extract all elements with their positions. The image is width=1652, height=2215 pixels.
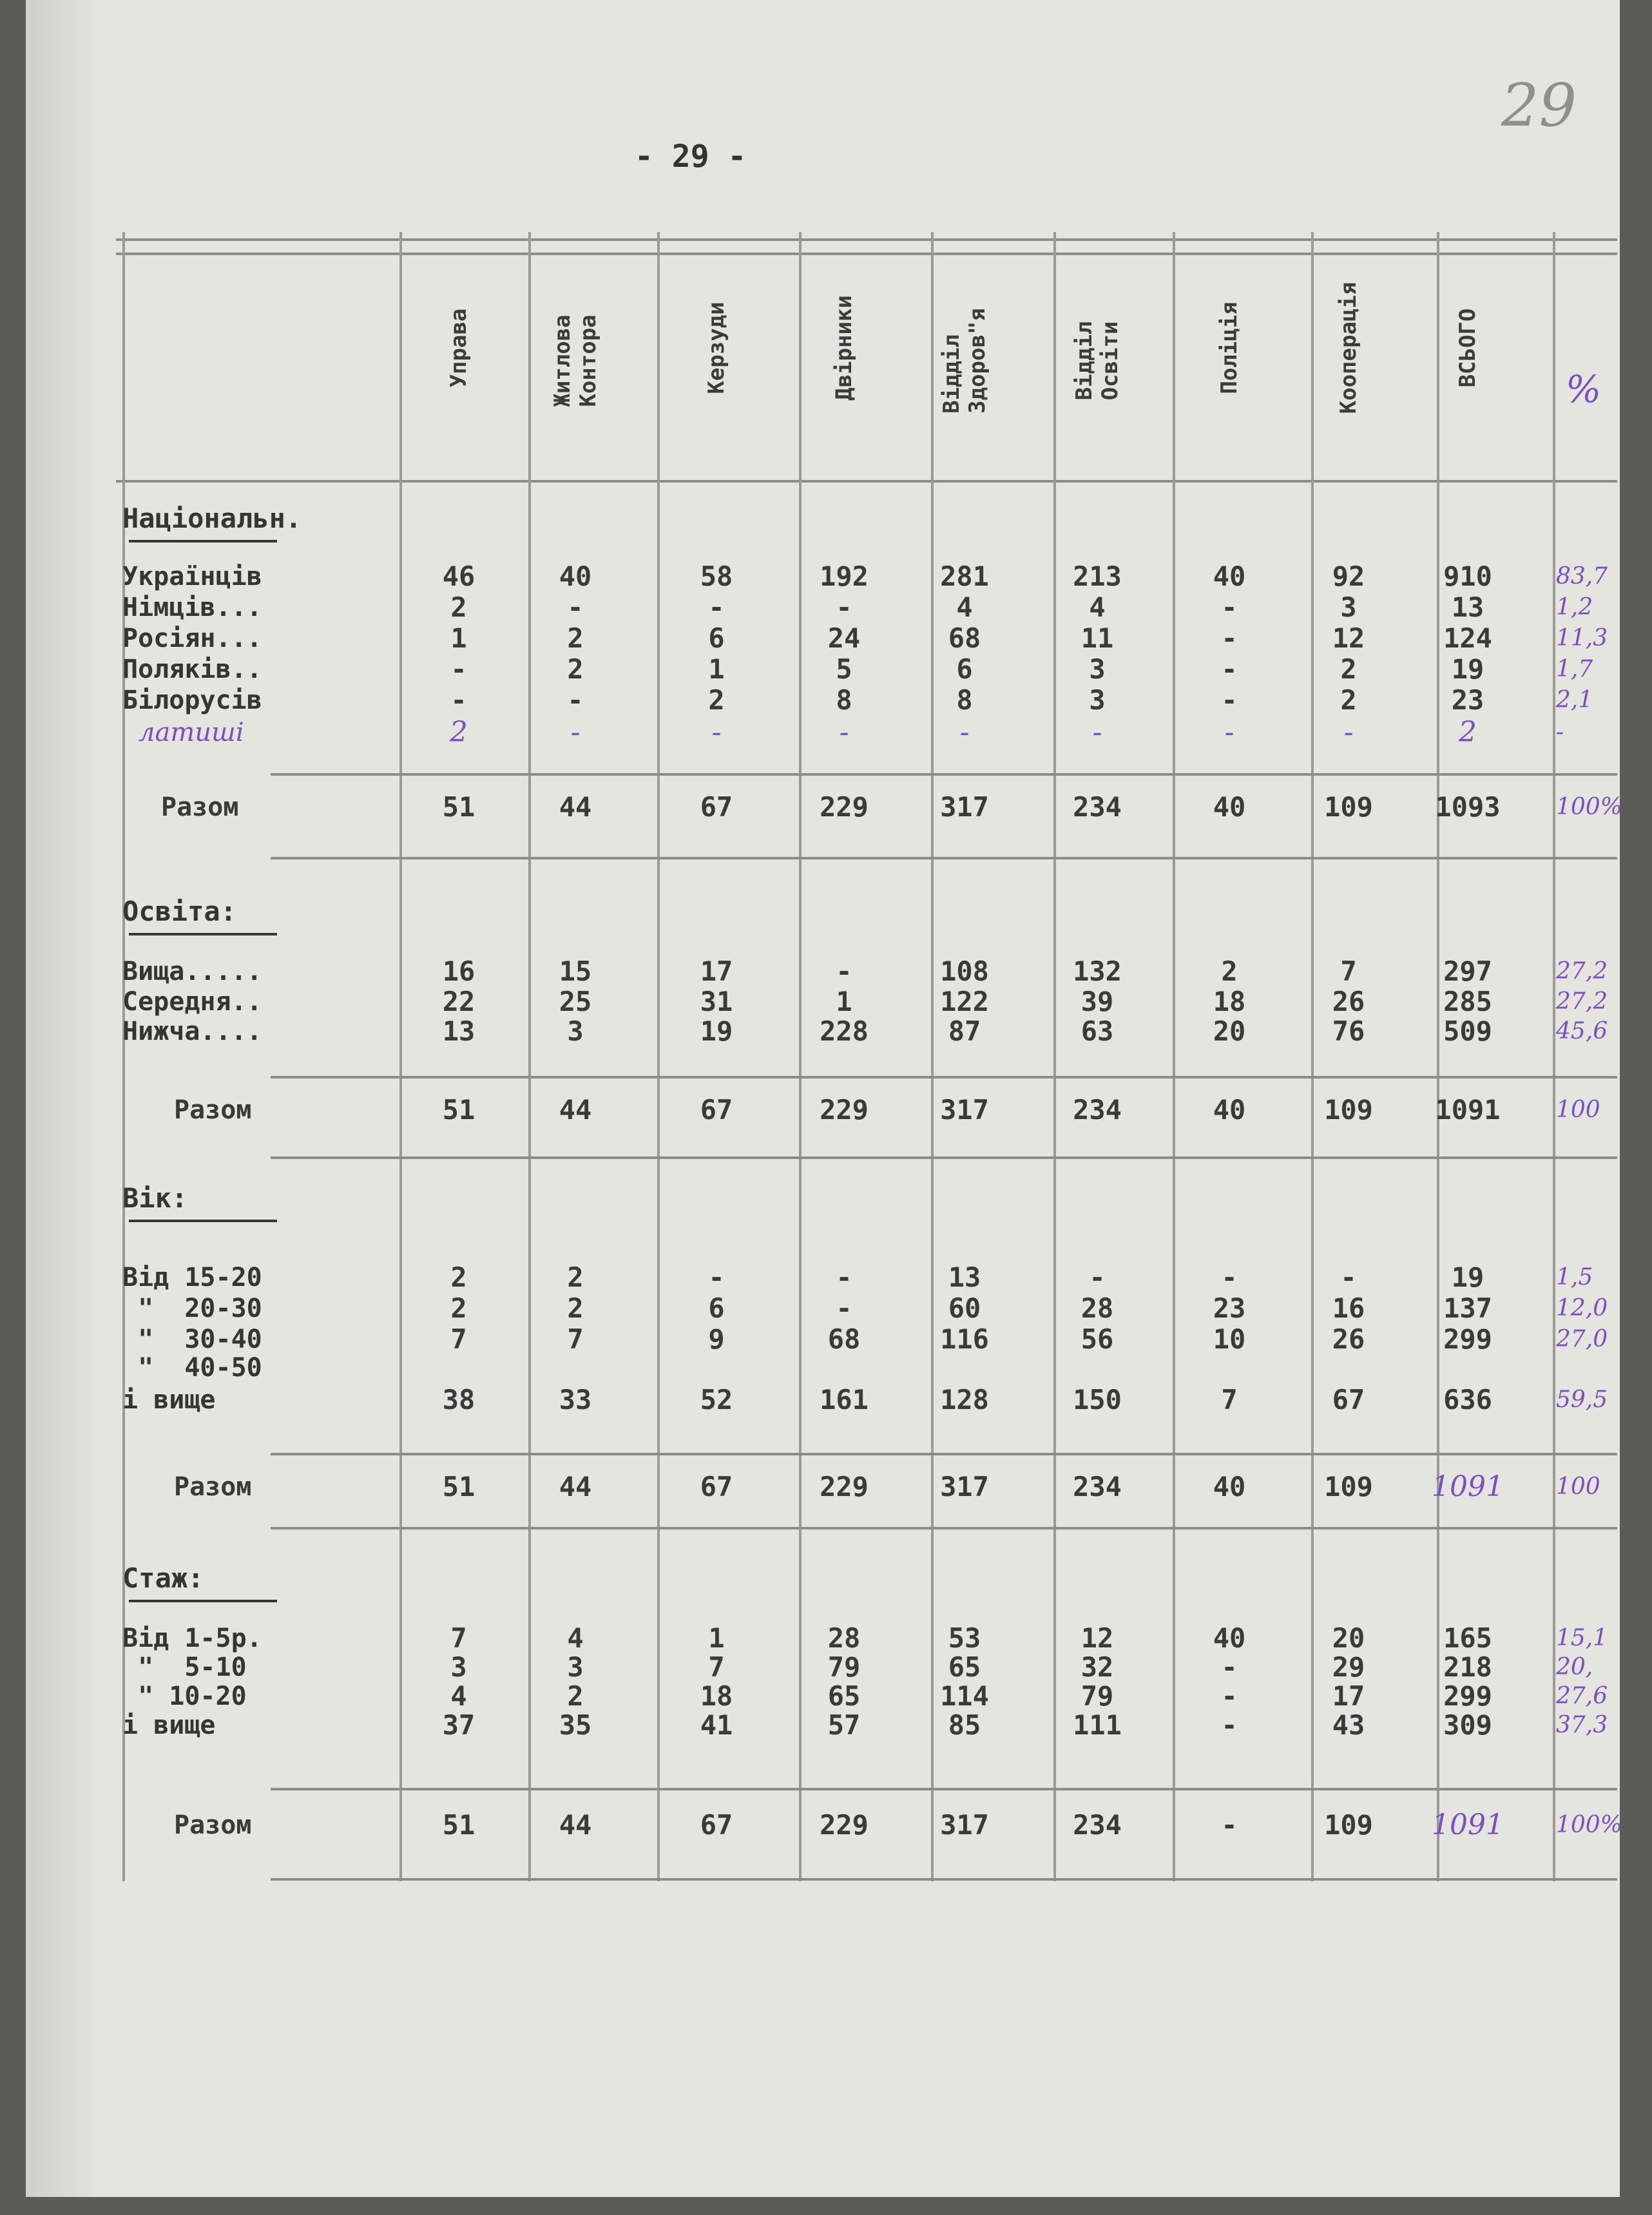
table-cell: 2 — [1340, 653, 1357, 685]
table-cell: 6 — [708, 1292, 725, 1324]
table-cell: 7 — [450, 1323, 467, 1355]
table-cell: 2 — [450, 716, 468, 749]
total-cell: 229 — [820, 1471, 869, 1502]
column-header-5: Відділ Здоров"я — [939, 308, 990, 414]
total-cell: 1091 — [1432, 1470, 1504, 1503]
table-cell: 2 — [567, 1292, 584, 1324]
table-cell: 40 — [1213, 561, 1246, 592]
table-cell: 111 — [1073, 1709, 1122, 1741]
table-cell: 65 — [948, 1651, 981, 1683]
table-cell: 40 — [559, 561, 592, 592]
table-cell: - — [836, 955, 852, 987]
row-label: " 40-50 — [122, 1353, 262, 1383]
row-label: " 20-30 — [122, 1294, 262, 1323]
section-total-label: Разом — [174, 1810, 252, 1840]
header-bottom-rule — [116, 480, 1617, 483]
table-cell: 2 — [567, 1261, 584, 1293]
total-cell: 229 — [820, 1094, 869, 1126]
table-cell: 17 — [700, 955, 733, 987]
table-cell: 228 — [820, 1015, 869, 1047]
table-cell: 26 — [1332, 1323, 1365, 1355]
total-cell: 109 — [1324, 1094, 1373, 1126]
table-cell: 3 — [450, 1651, 467, 1683]
table-cell: - — [567, 684, 584, 716]
percent-value: 59,5 — [1556, 1386, 1608, 1413]
section-total-label: Разом — [174, 1095, 252, 1125]
table-cell: 2 — [1221, 955, 1238, 987]
percent-value: 45,6 — [1556, 1018, 1608, 1044]
table-cell: - — [1340, 1261, 1357, 1293]
section-rule-bottom — [271, 1878, 1617, 1881]
table-cell: - — [836, 1292, 852, 1324]
table-cell: 20 — [1332, 1622, 1365, 1654]
total-cell: 234 — [1073, 1809, 1122, 1841]
table-cell: 128 — [940, 1384, 989, 1415]
table-cell: 1 — [708, 653, 725, 685]
table-cell: - — [708, 591, 725, 623]
table-cell: - — [836, 1261, 852, 1293]
table-cell: 3 — [1089, 653, 1106, 685]
table-cell: 67 — [1332, 1384, 1365, 1415]
table-cell: 16 — [1332, 1292, 1365, 1324]
table-cell: 1 — [450, 622, 467, 654]
total-cell: 51 — [442, 791, 475, 823]
percent-value: 20, — [1556, 1654, 1593, 1680]
table-cell: 79 — [827, 1651, 861, 1683]
total-cell: 44 — [559, 1094, 592, 1126]
table-cell: 38 — [442, 1384, 475, 1415]
total-cell: 51 — [442, 1471, 475, 1502]
percent-value: 27,2 — [1556, 988, 1608, 1015]
table-cell: 19 — [700, 1015, 733, 1047]
section-title-3: Вік: — [122, 1182, 188, 1214]
row-label: Середня.. — [122, 987, 262, 1017]
table-cell: 2 — [708, 684, 725, 716]
percent-value: 1,2 — [1556, 594, 1593, 620]
table-cell: 910 — [1443, 561, 1492, 592]
table-cell: 52 — [700, 1384, 733, 1415]
table-cell: 17 — [1332, 1680, 1365, 1712]
table-cell: - — [450, 684, 467, 716]
table-cell: 16 — [442, 955, 475, 987]
column-divider — [1311, 232, 1314, 1881]
total-cell: 229 — [820, 1809, 869, 1841]
column-divider — [657, 232, 660, 1881]
table-cell: 8 — [836, 684, 852, 716]
table-cell: 29 — [1332, 1651, 1365, 1683]
percent-value: 2,1 — [1556, 687, 1593, 713]
table-cell: 9 — [708, 1323, 725, 1355]
total-cell: 51 — [442, 1094, 475, 1126]
table-cell: - — [1221, 1709, 1238, 1741]
table-cell: 68 — [827, 1323, 861, 1355]
table-cell: 2 — [567, 653, 584, 685]
total-cell: 234 — [1073, 1471, 1122, 1502]
table-cell: 150 — [1073, 1384, 1122, 1415]
table-cell: 137 — [1443, 1292, 1492, 1324]
table-cell: - — [570, 716, 581, 749]
table-cell: - — [1221, 684, 1238, 716]
table-cell: 18 — [700, 1680, 733, 1712]
total-cell: 234 — [1073, 1094, 1122, 1126]
table-cell: 285 — [1443, 986, 1492, 1017]
total-cell: 67 — [700, 791, 733, 823]
table-cell: 31 — [700, 986, 733, 1017]
table-cell: 76 — [1332, 1015, 1365, 1047]
total-cell: 67 — [700, 1094, 733, 1126]
table-cell: 2 — [1459, 716, 1477, 749]
row-label: латиші — [139, 718, 244, 747]
column-divider — [1437, 232, 1439, 1881]
total-cell: 1091 — [1432, 1808, 1504, 1841]
column-divider — [1553, 232, 1555, 1881]
table-cell: - — [450, 653, 467, 685]
total-percent: 100 — [1556, 1473, 1600, 1500]
section-rule-top — [271, 1788, 1617, 1790]
table-cell: 11 — [1081, 622, 1114, 654]
row-label: Нижча.... — [122, 1017, 262, 1046]
table-cell: 3 — [1089, 684, 1106, 716]
total-cell: 51 — [442, 1809, 475, 1841]
table-cell: 2 — [1340, 684, 1357, 716]
percent-value: 1,7 — [1556, 656, 1593, 682]
table-cell: 7 — [1340, 955, 1357, 987]
page-binding-shadow — [26, 0, 103, 2197]
table-cell: 4 — [956, 591, 973, 623]
table-cell: 53 — [948, 1622, 981, 1654]
row-label: і вище — [122, 1385, 216, 1415]
table-cell: - — [836, 591, 852, 623]
table-cell: 213 — [1073, 561, 1122, 592]
table-cell: 58 — [700, 561, 733, 592]
table-cell: 22 — [442, 986, 475, 1017]
table-cell: 37 — [442, 1709, 475, 1741]
total-percent: 100% — [1556, 1812, 1622, 1838]
percent-value: 37,3 — [1556, 1712, 1608, 1738]
total-cell: 40 — [1213, 1094, 1246, 1126]
table-cell: 3 — [1340, 591, 1357, 623]
table-cell: 20 — [1213, 1015, 1246, 1047]
table-cell: 636 — [1443, 1384, 1492, 1415]
total-cell: 1091 — [1435, 1094, 1501, 1126]
section-title-2: Освіта: — [122, 896, 237, 927]
table-cell: 18 — [1213, 986, 1246, 1017]
percent-value: 15,1 — [1556, 1625, 1608, 1651]
total-cell: 40 — [1213, 1471, 1246, 1502]
total-cell: 44 — [559, 1809, 592, 1841]
section-title-4: Стаж: — [122, 1562, 204, 1594]
table-cell: 24 — [827, 622, 861, 654]
table-cell: - — [959, 716, 970, 749]
table-cell: - — [1221, 591, 1238, 623]
table-cell: - — [1221, 1261, 1238, 1293]
table-cell: 4 — [450, 1680, 467, 1712]
percent-value: 27,0 — [1556, 1326, 1608, 1352]
total-cell: 44 — [559, 1471, 592, 1502]
table-cell: 281 — [940, 561, 989, 592]
table-cell: 3 — [567, 1651, 584, 1683]
table-cell: 28 — [827, 1622, 861, 1654]
table-cell: - — [1343, 716, 1354, 749]
total-cell: 234 — [1073, 791, 1122, 823]
table-cell: 15 — [559, 955, 592, 987]
total-cell: 317 — [940, 791, 989, 823]
total-cell: 40 — [1213, 791, 1246, 823]
column-divider — [1053, 232, 1056, 1881]
column-header-9: ВСЬОГО — [1455, 308, 1481, 388]
table-cell: 116 — [940, 1323, 989, 1355]
column-header-4: Двірники — [831, 295, 857, 401]
column-header-2: Житлова Контора — [550, 314, 601, 407]
row-label: Поляків.. — [122, 655, 262, 684]
table-cell: - — [1089, 1261, 1106, 1293]
table-cell: 12 — [1332, 622, 1365, 654]
table-cell: 7 — [567, 1323, 584, 1355]
table-top-rule-2 — [116, 253, 1617, 255]
section-rule-top — [271, 1076, 1617, 1079]
row-label: Німців... — [122, 593, 262, 622]
table-cell: - — [711, 716, 722, 749]
table-cell: - — [567, 591, 584, 623]
table-cell: 13 — [442, 1015, 475, 1047]
table-cell: - — [1224, 716, 1234, 749]
column-header-3: Керзуди — [704, 302, 729, 394]
table-cell: - — [1092, 716, 1102, 749]
table-cell: 19 — [1451, 1261, 1484, 1293]
table-cell: 41 — [700, 1709, 733, 1741]
table-cell: 2 — [450, 591, 467, 623]
total-percent: 100% — [1556, 794, 1622, 820]
percent-value: 27,2 — [1556, 958, 1608, 984]
table-cell: 132 — [1073, 955, 1122, 987]
row-label: Білорусів — [122, 686, 262, 715]
total-cell: 317 — [940, 1809, 989, 1841]
table-cell: 6 — [956, 653, 973, 685]
section-rule-top — [271, 773, 1617, 776]
percent-value: 83,7 — [1556, 563, 1608, 590]
column-header-1: Управа — [446, 308, 472, 388]
table-cell: - — [708, 1261, 725, 1293]
total-cell: 109 — [1324, 791, 1373, 823]
table-cell: 13 — [948, 1261, 981, 1293]
column-divider — [399, 232, 402, 1881]
table-cell: 1 — [836, 986, 852, 1017]
total-cell: 67 — [700, 1471, 733, 1502]
percent-value: 1,5 — [1556, 1264, 1593, 1290]
section-total-label: Разом — [161, 792, 239, 822]
row-label: Українців — [122, 562, 262, 591]
table-cell: 10 — [1213, 1323, 1246, 1355]
corner-page-number: 29 — [1501, 71, 1577, 140]
section-rule-bottom — [271, 857, 1617, 859]
table-cell: 4 — [1089, 591, 1106, 623]
table-cell: 23 — [1213, 1292, 1246, 1324]
table-cell: 12 — [1081, 1622, 1114, 1654]
row-label: " 30-40 — [122, 1325, 262, 1354]
table-cell: 68 — [948, 622, 981, 654]
table-cell: 297 — [1443, 955, 1492, 987]
percent-column-header: % — [1566, 367, 1602, 411]
table-cell: 13 — [1451, 591, 1484, 623]
column-divider — [1173, 232, 1175, 1881]
row-label: " 10-20 — [122, 1682, 247, 1711]
table-cell: 63 — [1081, 1015, 1114, 1047]
table-cell: 26 — [1332, 986, 1365, 1017]
table-cell: 509 — [1443, 1015, 1492, 1047]
table-cell: 309 — [1443, 1709, 1492, 1741]
page-number: - 29 - — [635, 139, 747, 175]
total-cell: 317 — [940, 1471, 989, 1502]
table-cell: 85 — [948, 1709, 981, 1741]
table-cell: 299 — [1443, 1323, 1492, 1355]
table-cell: 92 — [1332, 561, 1365, 592]
row-label: Росіян... — [122, 624, 262, 653]
row-label: Від 1-5р. — [122, 1624, 262, 1653]
table-cell: 43 — [1332, 1709, 1365, 1741]
total-cell: 317 — [940, 1094, 989, 1126]
row-label: Від 15-20 — [122, 1263, 262, 1292]
table-cell: 2 — [450, 1261, 467, 1293]
table-cell: - — [1221, 653, 1238, 685]
column-header-6: Відділ Освіти — [1071, 321, 1123, 401]
row-label: Вища..... — [122, 957, 262, 986]
table-cell: 165 — [1443, 1622, 1492, 1654]
table-cell: 28 — [1081, 1292, 1114, 1324]
total-cell: 229 — [820, 791, 869, 823]
table-cell: - — [1221, 1680, 1238, 1712]
table-cell: 46 — [442, 561, 475, 592]
row-label: і вище — [122, 1711, 216, 1740]
table-cell: 114 — [940, 1680, 989, 1712]
table-cell: 8 — [956, 684, 973, 716]
table-cell: 40 — [1213, 1622, 1246, 1654]
table-cell: 7 — [450, 1622, 467, 1654]
table-cell: 7 — [1221, 1384, 1238, 1415]
total-cell: 109 — [1324, 1809, 1373, 1841]
table-cell: - — [1221, 1651, 1238, 1683]
total-percent: 100 — [1556, 1097, 1600, 1123]
section-rule-bottom — [271, 1156, 1617, 1159]
column-divider — [931, 232, 934, 1881]
table-cell: 124 — [1443, 622, 1492, 654]
table-cell: 218 — [1443, 1651, 1492, 1683]
section-rule-top — [271, 1453, 1617, 1455]
table-cell: 108 — [940, 955, 989, 987]
table-cell: 39 — [1081, 986, 1114, 1017]
table-cell: 2 — [450, 1292, 467, 1324]
table-cell: 56 — [1081, 1323, 1114, 1355]
table-cell: 299 — [1443, 1680, 1492, 1712]
table-cell: 5 — [836, 653, 852, 685]
table-cell: - — [839, 716, 849, 749]
table-cell: 87 — [948, 1015, 981, 1047]
percent-value: 11,3 — [1556, 625, 1608, 651]
column-divider — [799, 232, 802, 1881]
section-rule-bottom — [271, 1527, 1617, 1529]
section-title-1: Національн. — [122, 503, 302, 534]
column-header-8: Кооперація — [1336, 282, 1361, 414]
table-cell: 79 — [1081, 1680, 1114, 1712]
total-cell: 67 — [700, 1809, 733, 1841]
table-cell: 25 — [559, 986, 592, 1017]
percent-value: - — [1556, 719, 1564, 745]
table-cell: 57 — [827, 1709, 861, 1741]
table-cell: 2 — [567, 622, 584, 654]
table-cell: 122 — [940, 986, 989, 1017]
table-cell: 23 — [1451, 684, 1484, 716]
total-cell: - — [1221, 1809, 1238, 1841]
table-cell: 161 — [820, 1384, 869, 1415]
table-cell: 19 — [1451, 653, 1484, 685]
percent-value: 12,0 — [1556, 1295, 1608, 1321]
total-cell: 109 — [1324, 1471, 1373, 1502]
row-label: " 5-10 — [122, 1653, 247, 1682]
column-header-7: Поліція — [1216, 302, 1242, 394]
table-cell: 35 — [559, 1709, 592, 1741]
table-cell: 4 — [567, 1622, 584, 1654]
table-cell: 60 — [948, 1292, 981, 1324]
section-total-label: Разом — [174, 1472, 252, 1502]
table-top-rule — [116, 238, 1617, 241]
table-cell: 32 — [1081, 1651, 1114, 1683]
table-cell: 65 — [827, 1680, 861, 1712]
table-cell: 192 — [820, 561, 869, 592]
total-cell: 44 — [559, 791, 592, 823]
table-cell: 3 — [567, 1015, 584, 1047]
table-cell: 33 — [559, 1384, 592, 1415]
column-divider — [528, 232, 531, 1881]
table-cell: 2 — [567, 1680, 584, 1712]
table-cell: 1 — [708, 1622, 725, 1654]
table-cell: - — [1221, 622, 1238, 654]
total-cell: 1093 — [1435, 791, 1501, 823]
table-cell: 7 — [708, 1651, 725, 1683]
percent-value: 27,6 — [1556, 1683, 1608, 1709]
table-cell: 6 — [708, 622, 725, 654]
